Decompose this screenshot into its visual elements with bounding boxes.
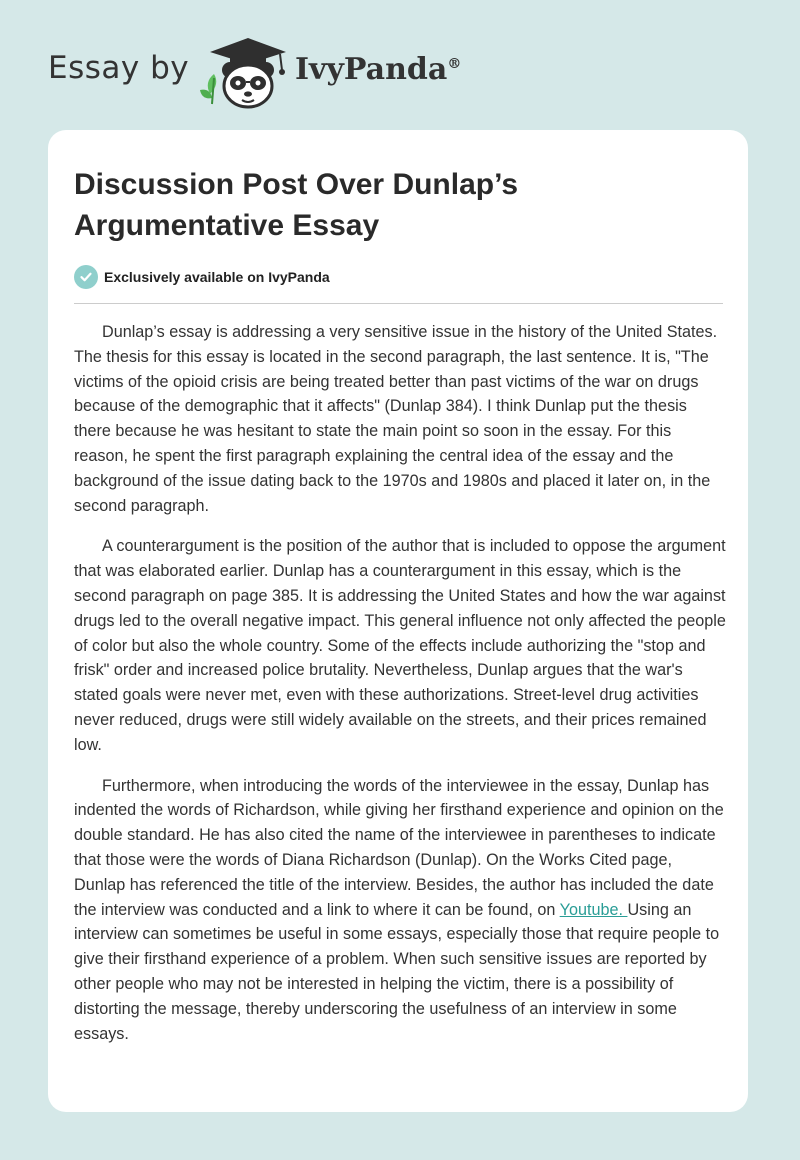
paragraph-1: Dunlap’s essay is addressing a very sensitive issue in the history of the United States. The thesis for this essay is located in the second paragraph, the last sentence. It is, "The victims of the opioid crisis are being treated better than past victims of the war on drugs because of the demographic that it affects" (Dunlap 384). I think Dunlap put the thesis there because he was hesitant to state the main point so soon in the essay. For this reason, he spent the first paragraph explaining the central idea of the essay and the background of the issue dating back to the 1970s and 1980s and placed it later on, in the second paragraph. <box>74 323 718 515</box>
paragraph-3-text-after: Using an interview can sometimes be useful in some essays, especially those that require people to give their firsthand experience of a problem. When such sensitive issues are reported by other people who may not be interested in helping the victim, there is a possibility of distorting the message, thereby underscoring the usefulness of an interview in some essays. <box>74 900 720 1043</box>
site-header <box>48 30 568 110</box>
article-title: Discussion Post Over Dunlap’s Argumentative Essay <box>74 168 519 242</box>
youtube-link[interactable]: Youtube. <box>559 900 628 919</box>
divider <box>74 303 723 304</box>
article-card <box>48 130 748 1112</box>
paragraph-2: A counterargument is the position of the author that is included to oppose the argument that was elaborated earlier. Dunlap has a counterargument in this essay, which is the second paragraph on page 385. It is addressing the United States and how the war against drugs led to the overall negative impact. This general influence not only affected the people of color but also the whole country. Some of the effects include authorizing the "stop and frisk" order and increased police brutality. Nevertheless, Dunlap argues that the war's stated goals were never met, even with these authorizations. Street-level drug activities never reduced, drugs were still widely available on the streets, and their prices remained low. <box>74 537 726 754</box>
panda-graduate-logo-icon[interactable] <box>200 34 296 110</box>
exclusive-badge <box>74 264 330 290</box>
registered-mark: ® <box>447 56 462 72</box>
paragraph-3-text-before: Furthermore, when introducing the words of the interviewee in the essay, Dunlap has indented the words of Richardson, while giving her firsthand experience and opinion on the double standard. He has also cited the name of the interviewee in parentheses to indicate that those were the words of Diana Richardson (Dunlap). On the Works Cited page, Dunlap has referenced the title of the interview. Besides, the author has included the date the interview was conducted and a link to where it can be found, on <box>74 776 724 919</box>
check-circle-icon <box>74 265 98 289</box>
article-body <box>74 320 726 1062</box>
paragraph-3 <box>74 774 726 1047</box>
brand-name: IvyPanda® <box>295 52 462 87</box>
badge-label: Exclusively available on IvyPanda <box>104 269 330 285</box>
brand-prefix: Essay by <box>48 50 190 86</box>
